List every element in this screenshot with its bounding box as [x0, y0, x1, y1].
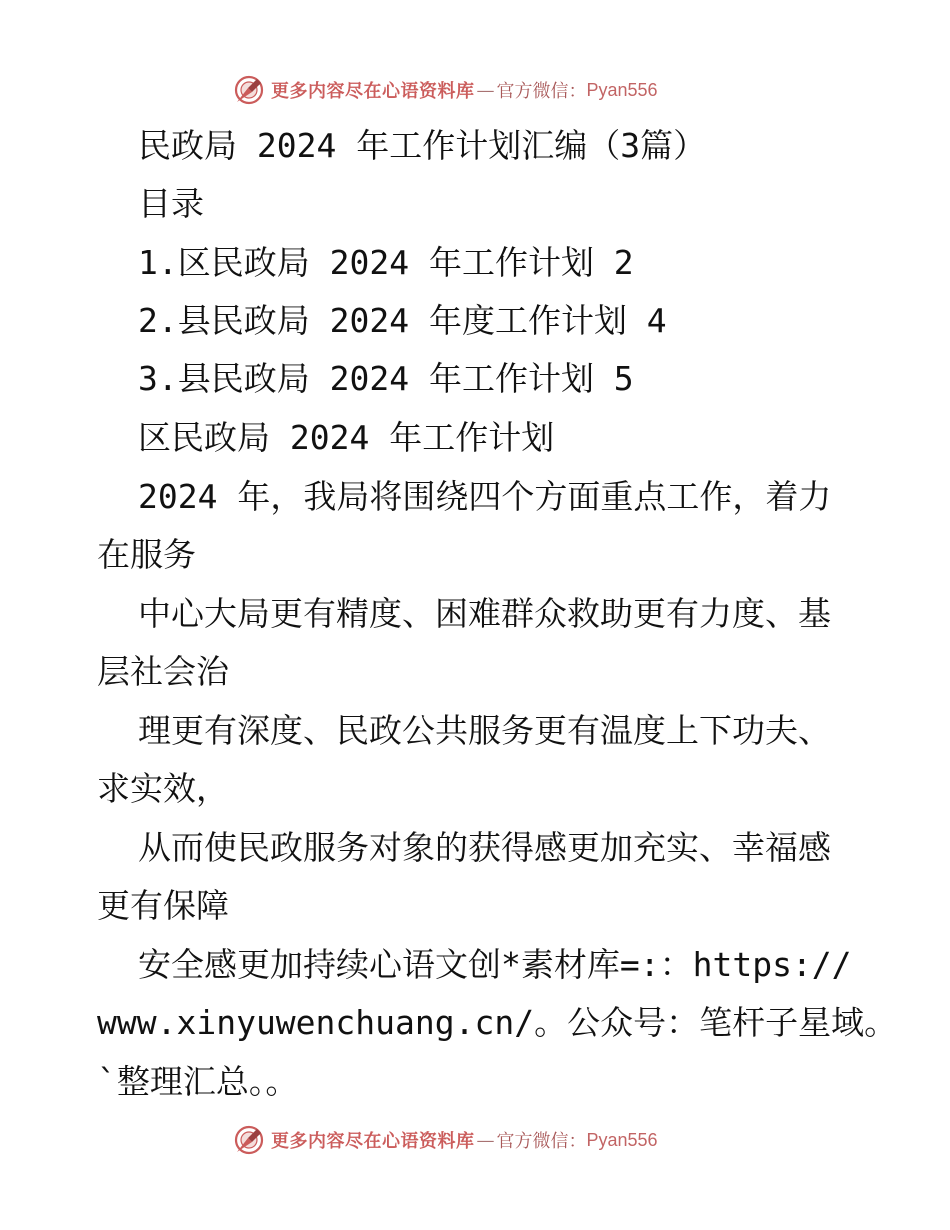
toc-item-3[interactable]: 3.县民政局 2024 年工作计划 5: [138, 359, 634, 398]
paragraph-line: 求实效，: [97, 769, 229, 808]
watermark-banner-top[interactable]: [233, 73, 658, 107]
watermark-dash: —: [476, 1129, 495, 1151]
paragraph-line: 理更有深度、民政公共服务更有温度上下功夫、: [138, 711, 831, 750]
toc-item-2[interactable]: 2.县民政局 2024 年度工作计划 4: [138, 301, 667, 340]
paragraph-line: `整理汇总。。: [97, 1062, 299, 1101]
paragraph-line: 中心大局更有精度、困难群众救助更有力度、基: [138, 594, 831, 633]
watermark-prefix: 更多内容尽在心语资料库: [271, 1131, 475, 1152]
watermark-wechat-id: Pyan556: [586, 1129, 658, 1150]
watermark-label: 官方微信：: [496, 1131, 587, 1152]
paragraph-line-url[interactable]: www.xinyuwenchuang.cn/。公众号：笔杆子星域。: [97, 1003, 898, 1042]
section-title: 区民政局 2024 年工作计划: [138, 418, 555, 457]
watermark-label: 官方微信：: [496, 81, 587, 102]
paragraph-line: 在服务: [97, 535, 196, 574]
toc-heading: 目录: [138, 184, 204, 223]
pen-logo-icon: [233, 74, 265, 106]
paragraph-line: 更有保障: [97, 886, 229, 925]
document-title: 民政局 2024 年工作计划汇编（3篇）: [138, 126, 707, 165]
paragraph-line: 安全感更加持续心语文创*素材库=:：https://: [138, 945, 852, 984]
paragraph-line: 层社会治: [97, 652, 229, 691]
pen-logo-icon: [233, 1124, 265, 1156]
watermark-prefix: 更多内容尽在心语资料库: [271, 81, 475, 102]
watermark-wechat-id: Pyan556: [586, 79, 658, 100]
paragraph-line: 2024 年，我局将围绕四个方面重点工作，着力: [138, 477, 832, 516]
watermark-dash: —: [476, 79, 495, 101]
toc-item-1[interactable]: 1.区民政局 2024 年工作计划 2: [138, 243, 634, 282]
watermark-banner-bottom[interactable]: [233, 1123, 658, 1157]
paragraph-line: 从而使民政服务对象的获得感更加充实、幸福感: [138, 828, 831, 867]
